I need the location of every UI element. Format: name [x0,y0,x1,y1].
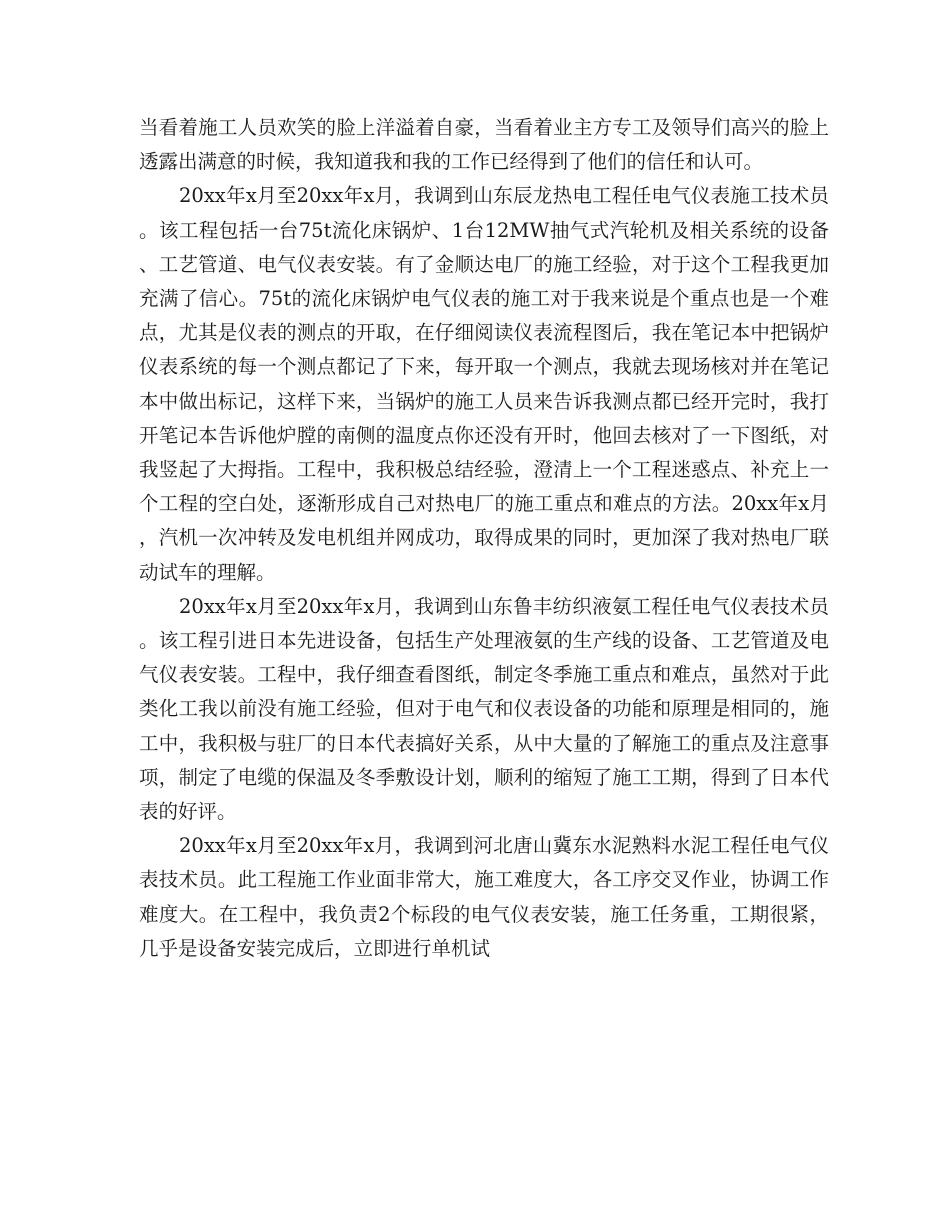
paragraph-continuation: 当看着施工人员欢笑的脸上洋溢着自豪，当看着业主方专工及领导们高兴的脸上透露出满意的时候，我知道我和我的工作已经得到了他们的信任和认可。 [139,116,829,174]
paragraph-lufeng-project: 20xx年x月至20xx年x月，我调到山东鲁丰纺织液氨工程任电气仪表技术员。该工程引进日本先进设备，包括生产处理液氨的生产线的设备、工艺管道及电气仪表安装。工程中，我仔细查看图纸，制定冬季施工重点和难点，虽然对于此类化工我以前没有施工经验，但对于电气和仪表设备的功能和原理是相同的，施工中，我积极与驻厂的日本代表搞好关系，从中大量的了解施工的重点及注意事项，制定了电缆的保温及冬季敷设计划，顺利的缩短了施工工期，得到了日本代表的好评。 [139,594,829,824]
paragraph-jidong-project: 20xx年x月至20xx年x月，我调到河北唐山冀东水泥熟料水泥工程任电气仪表技术员。此工程施工作业面非常大，施工难度大，各工序交叉作业，协调工作难度大。在工程中，我负责2个标段的电气仪表安装，施工任务重，工期很紧，几乎是设备安装完成后，立即进行单机试 [139,834,829,960]
document-body [139,111,829,966]
paragraph-chenlong-project: 20xx年x月至20xx年x月，我调到山东辰龙热电工程任电气仪表施工技术员。该工程包括一台75t流化床锅炉、1台12MW抽气式汽轮机及相关系统的设备、工艺管道、电气仪表安装。有了金顺达电厂的施工经验，对于这个工程我更加充满了信心。75t的流化床锅炉电气仪表的施工对于我来说是个重点也是一个难点，尤其是仪表的测点的开取，在仔细阅读仪表流程图后，我在笔记本中把锅炉仪表系统的每一个测点都记了下来，每开取一个测点，我就去现场核对并在笔记本中做出标记，这样下来，当锅炉的施工人员来告诉我测点都已经开完时，我打开笔记本告诉他炉膛的南侧的温度点你还没有开时，他回去核对了一下图纸，对我竖起了大拇指。工程中，我积极总结经验，澄清上一个工程迷惑点、补充上一个工程的空白处，逐渐形成自己对热电厂的施工重点和难点的方法。20xx年x月，汽机一次冲转及发电机组并网成功，取得成果的同时，更加深了我对热电厂联动试车的理解。 [139,184,829,584]
